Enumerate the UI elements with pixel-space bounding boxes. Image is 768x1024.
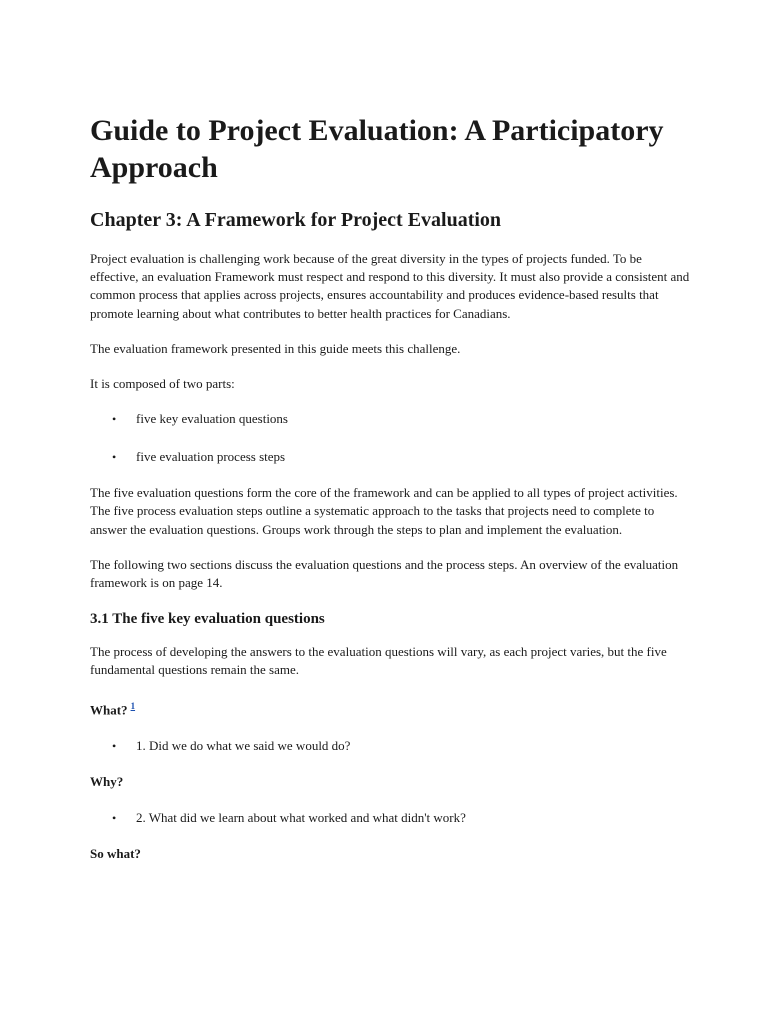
document-title: Guide to Project Evaluation: A Participatory Approach	[90, 114, 664, 184]
intro-paragraph: Project evaluation is challenging work because of the great diversity in the types of projects funded. To be effective, an evaluation Framework must respect and respond to this diversity. It must also provide a consistent and common process that applies across projects, ensures accountability and produces evidence-based results that promote learning about what contributes to better health practices for Canadians.	[90, 251, 690, 321]
footnote-superscript	[128, 700, 136, 712]
question-label-why: Why?	[90, 774, 124, 790]
question-label-text: What?	[90, 701, 128, 717]
list-item-text: 1. Did we do what we said we would do?	[136, 738, 351, 754]
list-item-text: five key evaluation questions	[136, 411, 288, 427]
list-item-text: 2. What did we learn about what worked and what didn't work?	[136, 810, 466, 826]
parts-list	[90, 410, 690, 466]
section-heading: 3.1 The five key evaluation questions	[90, 611, 325, 628]
question-label-what	[90, 697, 690, 720]
document-page	[90, 112, 690, 882]
question-list	[90, 809, 690, 827]
chapter-heading: Chapter 3: A Framework for Project Evaluation	[90, 209, 502, 231]
list-item	[90, 448, 690, 466]
bullet-icon: •	[112, 450, 117, 465]
core-paragraph: The five evaluation questions form the core of the framework and can be applied to all types of project activities. The five process evaluation steps outline a systematic approach to the tasks that projects need to complete to answer the evaluation questions. Groups work through the steps to plan and implement the evaluation.	[90, 485, 678, 537]
list-item	[90, 809, 690, 827]
framework-statement: The evaluation framework presented in this guide meets this challenge.	[90, 340, 461, 356]
bullet-icon: •	[112, 739, 117, 754]
list-item	[90, 410, 690, 428]
list-item-text: five evaluation process steps	[136, 449, 286, 465]
composed-of-text: It is composed of two parts:	[90, 376, 235, 392]
bullet-icon: •	[112, 811, 117, 826]
sections-paragraph: The following two sections discuss the evaluation questions and the process steps. An overview of the evaluation framework is on page 14.	[90, 556, 679, 591]
footnote-link[interactable]: 1	[130, 700, 136, 711]
section-paragraph: The process of developing the answers to the evaluation questions will vary, as each project varies, but the five fundamental questions remain the same.	[90, 644, 667, 678]
question-label-so-what: So what?	[90, 846, 141, 862]
bullet-icon: •	[112, 412, 117, 427]
list-item	[90, 737, 690, 755]
question-list	[90, 737, 690, 755]
